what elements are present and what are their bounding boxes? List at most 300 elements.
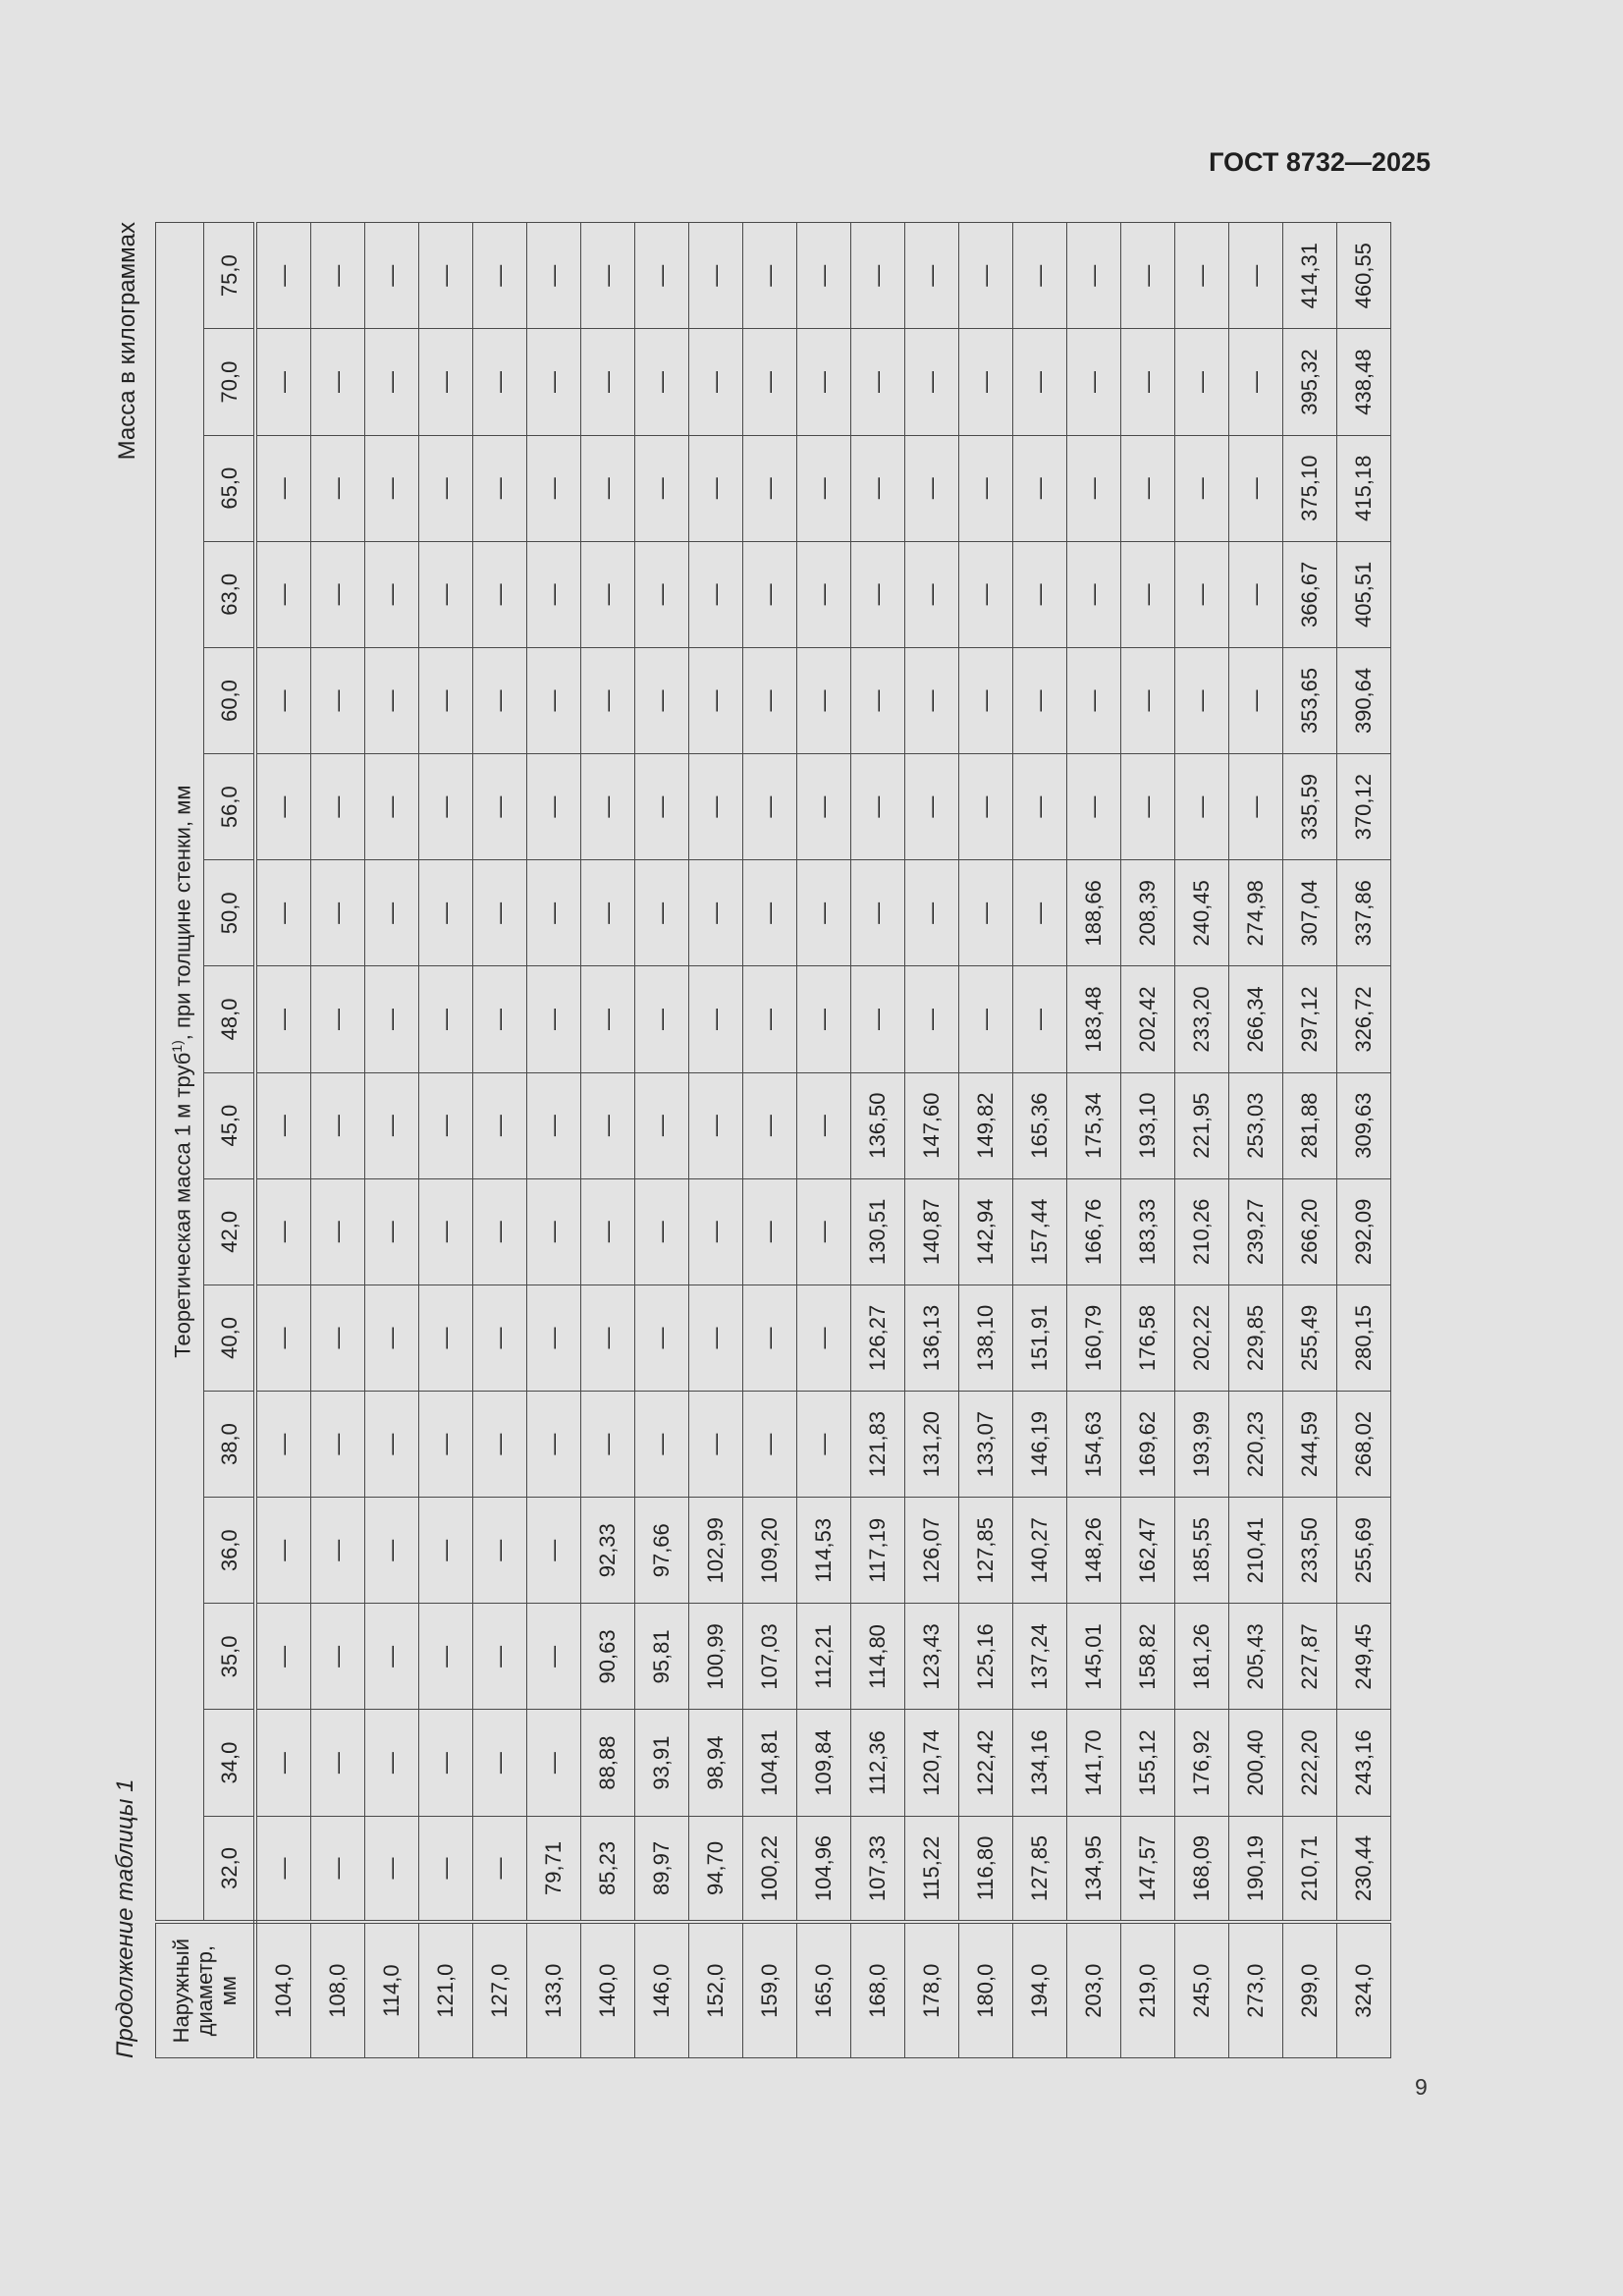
mass-cell: 326,72	[1337, 966, 1391, 1072]
mass-cell: 134,16	[1013, 1710, 1067, 1816]
footnote-ref: 1)	[168, 1040, 185, 1053]
empty-mass-cell: —	[473, 1498, 527, 1604]
mass-cell: 121,83	[851, 1392, 905, 1498]
units-note: Масса в килограммах	[114, 222, 140, 461]
empty-mass-cell: —	[743, 1392, 797, 1498]
empty-mass-cell: —	[797, 966, 851, 1072]
empty-mass-cell: —	[743, 541, 797, 647]
table-row	[1283, 223, 1337, 2058]
empty-mass-cell: —	[797, 329, 851, 435]
thickness-header: 35,0	[204, 1604, 256, 1710]
mass-cell: 151,91	[1013, 1285, 1067, 1391]
empty-mass-cell: —	[635, 647, 689, 753]
table-row	[1067, 223, 1121, 2058]
diameter-cell: 168,0	[851, 1922, 905, 2057]
empty-mass-cell: —	[743, 754, 797, 860]
empty-mass-cell: —	[905, 223, 959, 329]
empty-mass-cell: —	[311, 435, 365, 541]
empty-mass-cell: —	[311, 329, 365, 435]
empty-mass-cell: —	[419, 1710, 473, 1816]
empty-mass-cell: —	[959, 860, 1013, 966]
empty-mass-cell: —	[473, 1285, 527, 1391]
thickness-header: 45,0	[204, 1072, 256, 1178]
empty-mass-cell: —	[473, 1710, 527, 1816]
mass-cell: 160,79	[1067, 1285, 1121, 1391]
table-row	[1121, 223, 1175, 2058]
table-row	[905, 223, 959, 2058]
empty-mass-cell: —	[689, 860, 743, 966]
empty-mass-cell: —	[797, 1072, 851, 1178]
table-row	[311, 223, 365, 2058]
diameter-header-line: диаметр,	[191, 1944, 217, 2037]
empty-mass-cell: —	[1013, 860, 1067, 966]
empty-mass-cell: —	[743, 1285, 797, 1391]
mass-cell: 370,12	[1337, 754, 1391, 860]
empty-mass-cell: —	[743, 1072, 797, 1178]
empty-mass-cell: —	[581, 647, 635, 753]
mass-cell: 243,16	[1337, 1710, 1391, 1816]
diameter-header-line: Наружный	[168, 1938, 193, 2044]
empty-mass-cell: —	[527, 966, 581, 1072]
empty-mass-cell: —	[905, 860, 959, 966]
empty-mass-cell: —	[365, 1072, 419, 1178]
empty-mass-cell: —	[1013, 754, 1067, 860]
empty-mass-cell: —	[1013, 966, 1067, 1072]
empty-mass-cell: —	[635, 541, 689, 647]
empty-mass-cell: —	[255, 1498, 311, 1604]
diameter-cell: 127,0	[473, 1922, 527, 2057]
empty-mass-cell: —	[311, 860, 365, 966]
empty-mass-cell: —	[743, 329, 797, 435]
empty-mass-cell: —	[419, 1604, 473, 1710]
empty-mass-cell: —	[797, 223, 851, 329]
mass-cell: 229,85	[1229, 1285, 1283, 1391]
empty-mass-cell: —	[311, 1072, 365, 1178]
empty-mass-cell: —	[527, 860, 581, 966]
empty-mass-cell: —	[581, 1178, 635, 1285]
mass-cell: 233,20	[1175, 966, 1229, 1072]
empty-mass-cell: —	[635, 1285, 689, 1391]
empty-mass-cell: —	[1067, 754, 1121, 860]
empty-mass-cell: —	[1175, 647, 1229, 753]
empty-mass-cell: —	[255, 1072, 311, 1178]
mass-cell: 253,03	[1229, 1072, 1283, 1178]
mass-cell: 190,19	[1229, 1816, 1283, 1922]
empty-mass-cell: —	[255, 1178, 311, 1285]
diameter-cell: 165,0	[797, 1922, 851, 2057]
empty-mass-cell: —	[311, 966, 365, 1072]
empty-mass-cell: —	[365, 647, 419, 753]
mass-cell: 136,13	[905, 1285, 959, 1391]
mass-cell: 175,34	[1067, 1072, 1121, 1178]
empty-mass-cell: —	[419, 1285, 473, 1391]
mass-cell: 127,85	[1013, 1816, 1067, 1922]
mass-cell: 109,84	[797, 1710, 851, 1816]
empty-mass-cell: —	[1121, 647, 1175, 753]
mass-cell: 107,03	[743, 1604, 797, 1710]
diameter-cell: 273,0	[1229, 1922, 1283, 2057]
mass-cell: 120,74	[905, 1710, 959, 1816]
mass-cell: 133,07	[959, 1392, 1013, 1498]
diameter-cell: 108,0	[311, 1922, 365, 2057]
diameter-cell: 203,0	[1067, 1922, 1121, 2057]
empty-mass-cell: —	[419, 435, 473, 541]
mass-group-header	[156, 223, 204, 1923]
empty-mass-cell: —	[419, 329, 473, 435]
mass-cell: 95,81	[635, 1604, 689, 1710]
thickness-header: 38,0	[204, 1392, 256, 1498]
empty-mass-cell: —	[581, 1072, 635, 1178]
empty-mass-cell: —	[527, 1072, 581, 1178]
diameter-cell: 114,0	[365, 1922, 419, 2057]
thickness-header: 32,0	[204, 1816, 256, 1922]
empty-mass-cell: —	[365, 966, 419, 1072]
empty-mass-cell: —	[365, 435, 419, 541]
mass-cell: 127,85	[959, 1498, 1013, 1604]
empty-mass-cell: —	[1229, 329, 1283, 435]
table-row	[743, 223, 797, 2058]
empty-mass-cell: —	[689, 541, 743, 647]
empty-mass-cell: —	[473, 223, 527, 329]
diameter-header-line: мм	[215, 1976, 241, 2006]
empty-mass-cell: —	[851, 860, 905, 966]
empty-mass-cell: —	[473, 966, 527, 1072]
mass-cell: 210,26	[1175, 1178, 1229, 1285]
mass-cell: 274,98	[1229, 860, 1283, 966]
table-row	[689, 223, 743, 2058]
empty-mass-cell: —	[635, 1178, 689, 1285]
empty-mass-cell: —	[255, 1392, 311, 1498]
empty-mass-cell: —	[473, 1392, 527, 1498]
diameter-cell: 121,0	[419, 1922, 473, 2057]
empty-mass-cell: —	[635, 435, 689, 541]
empty-mass-cell: —	[1121, 329, 1175, 435]
empty-mass-cell: —	[743, 1178, 797, 1285]
mass-cell: 104,96	[797, 1816, 851, 1922]
mass-cell: 154,63	[1067, 1392, 1121, 1498]
empty-mass-cell: —	[365, 860, 419, 966]
empty-mass-cell: —	[959, 223, 1013, 329]
empty-mass-cell: —	[365, 1285, 419, 1391]
empty-mass-cell: —	[851, 966, 905, 1072]
thickness-header: 75,0	[204, 223, 256, 329]
diameter-cell: 133,0	[527, 1922, 581, 2057]
empty-mass-cell: —	[1175, 435, 1229, 541]
mass-cell: 390,64	[1337, 647, 1391, 753]
mass-cell: 249,45	[1337, 1604, 1391, 1710]
mass-cell: 375,10	[1283, 435, 1337, 541]
empty-mass-cell: —	[959, 754, 1013, 860]
empty-mass-cell: —	[527, 1285, 581, 1391]
mass-cell: 230,44	[1337, 1816, 1391, 1922]
mass-cell: 148,26	[1067, 1498, 1121, 1604]
empty-mass-cell: —	[1121, 754, 1175, 860]
mass-cell: 438,48	[1337, 329, 1391, 435]
empty-mass-cell: —	[581, 754, 635, 860]
mass-cell: 337,86	[1337, 860, 1391, 966]
empty-mass-cell: —	[797, 1178, 851, 1285]
mass-cell: 165,36	[1013, 1072, 1067, 1178]
mass-cell: 268,02	[1337, 1392, 1391, 1498]
mass-cell: 208,39	[1121, 860, 1175, 966]
empty-mass-cell: —	[743, 223, 797, 329]
empty-mass-cell: —	[959, 966, 1013, 1072]
empty-mass-cell: —	[851, 541, 905, 647]
empty-mass-cell: —	[581, 223, 635, 329]
empty-mass-cell: —	[473, 1604, 527, 1710]
mass-cell: 222,20	[1283, 1710, 1337, 1816]
empty-mass-cell: —	[1229, 435, 1283, 541]
mass-cell: 79,71	[527, 1816, 581, 1922]
empty-mass-cell: —	[635, 223, 689, 329]
mass-cell: 183,33	[1121, 1178, 1175, 1285]
mass-cell: 255,69	[1337, 1498, 1391, 1604]
mass-cell: 166,76	[1067, 1178, 1121, 1285]
mass-cell: 266,20	[1283, 1178, 1337, 1285]
table-row	[1013, 223, 1067, 2058]
empty-mass-cell: —	[581, 541, 635, 647]
empty-mass-cell: —	[255, 223, 311, 329]
empty-mass-cell: —	[255, 1285, 311, 1391]
thickness-header: 70,0	[204, 329, 256, 435]
empty-mass-cell: —	[581, 1285, 635, 1391]
mass-cell: 104,81	[743, 1710, 797, 1816]
mass-cell: 90,63	[581, 1604, 635, 1710]
empty-mass-cell: —	[635, 1392, 689, 1498]
mass-cell: 117,19	[851, 1498, 905, 1604]
diameter-cell: 159,0	[743, 1922, 797, 2057]
empty-mass-cell: —	[255, 329, 311, 435]
table-row	[581, 223, 635, 2058]
diameter-cell: 219,0	[1121, 1922, 1175, 2057]
empty-mass-cell: —	[419, 1178, 473, 1285]
mass-cell: 114,80	[851, 1604, 905, 1710]
empty-mass-cell: —	[419, 1498, 473, 1604]
empty-mass-cell: —	[635, 329, 689, 435]
mass-cell: 405,51	[1337, 541, 1391, 647]
empty-mass-cell: —	[743, 860, 797, 966]
empty-mass-cell: —	[1229, 223, 1283, 329]
mass-cell: 169,62	[1121, 1392, 1175, 1498]
empty-mass-cell: —	[689, 1392, 743, 1498]
empty-mass-cell: —	[1229, 754, 1283, 860]
empty-mass-cell: —	[473, 860, 527, 966]
group-header-text-end: , при толщине стенки, мм	[170, 785, 195, 1041]
empty-mass-cell: —	[1175, 329, 1229, 435]
empty-mass-cell: —	[689, 966, 743, 1072]
empty-mass-cell: —	[851, 223, 905, 329]
empty-mass-cell: —	[365, 1816, 419, 1922]
mass-cell: 335,59	[1283, 754, 1337, 860]
mass-cell: 233,50	[1283, 1498, 1337, 1604]
mass-cell: 88,88	[581, 1710, 635, 1816]
table-row	[419, 223, 473, 2058]
empty-mass-cell: —	[689, 647, 743, 753]
diameter-cell: 178,0	[905, 1922, 959, 2057]
mass-cell: 140,27	[1013, 1498, 1067, 1604]
empty-mass-cell: —	[851, 329, 905, 435]
diameter-cell: 324,0	[1337, 1922, 1391, 2057]
empty-mass-cell: —	[1175, 754, 1229, 860]
empty-mass-cell: —	[1013, 329, 1067, 435]
mass-cell: 116,80	[959, 1816, 1013, 1922]
empty-mass-cell: —	[1067, 223, 1121, 329]
mass-cell: 292,09	[1337, 1178, 1391, 1285]
table-row	[851, 223, 905, 2058]
empty-mass-cell: —	[581, 966, 635, 1072]
empty-mass-cell: —	[311, 647, 365, 753]
mass-cell: 266,34	[1229, 966, 1283, 1072]
mass-cell: 100,22	[743, 1816, 797, 1922]
mass-cell: 122,42	[959, 1710, 1013, 1816]
thickness-header: 63,0	[204, 541, 256, 647]
mass-cell: 221,95	[1175, 1072, 1229, 1178]
table-row	[1175, 223, 1229, 2058]
empty-mass-cell: —	[1229, 647, 1283, 753]
mass-cell: 168,09	[1175, 1816, 1229, 1922]
diameter-cell: 299,0	[1283, 1922, 1337, 2057]
diameter-cell: 146,0	[635, 1922, 689, 2057]
thickness-header: 34,0	[204, 1710, 256, 1816]
empty-mass-cell: —	[473, 1072, 527, 1178]
empty-mass-cell: —	[1013, 435, 1067, 541]
empty-mass-cell: —	[959, 647, 1013, 753]
empty-mass-cell: —	[365, 223, 419, 329]
thickness-header: 56,0	[204, 754, 256, 860]
empty-mass-cell: —	[689, 1072, 743, 1178]
empty-mass-cell: —	[255, 1604, 311, 1710]
thickness-header: 42,0	[204, 1178, 256, 1285]
mass-cell: 200,40	[1229, 1710, 1283, 1816]
empty-mass-cell: —	[905, 966, 959, 1072]
mass-cell: 94,70	[689, 1816, 743, 1922]
table-row	[365, 223, 419, 2058]
mass-cell: 193,10	[1121, 1072, 1175, 1178]
empty-mass-cell: —	[1229, 541, 1283, 647]
empty-mass-cell: —	[905, 754, 959, 860]
rotated-table-frame	[104, 222, 1380, 2058]
empty-mass-cell: —	[635, 1072, 689, 1178]
mass-cell: 158,82	[1121, 1604, 1175, 1710]
diameter-cell: 245,0	[1175, 1922, 1229, 2057]
empty-mass-cell: —	[255, 966, 311, 1072]
mass-cell: 460,55	[1337, 223, 1391, 329]
empty-mass-cell: —	[743, 647, 797, 753]
empty-mass-cell: —	[473, 329, 527, 435]
mass-cell: 115,22	[905, 1816, 959, 1922]
empty-mass-cell: —	[527, 647, 581, 753]
empty-mass-cell: —	[581, 860, 635, 966]
mass-cell: 141,70	[1067, 1710, 1121, 1816]
mass-cell: 239,27	[1229, 1178, 1283, 1285]
mass-cell: 112,21	[797, 1604, 851, 1710]
empty-mass-cell: —	[635, 966, 689, 1072]
mass-cell: 130,51	[851, 1178, 905, 1285]
table-row	[959, 223, 1013, 2058]
empty-mass-cell: —	[311, 754, 365, 860]
empty-mass-cell: —	[527, 329, 581, 435]
empty-mass-cell: —	[255, 647, 311, 753]
empty-mass-cell: —	[311, 1178, 365, 1285]
empty-mass-cell: —	[797, 1392, 851, 1498]
empty-mass-cell: —	[527, 1710, 581, 1816]
mass-cell: 202,22	[1175, 1285, 1229, 1391]
mass-cell: 92,33	[581, 1498, 635, 1604]
empty-mass-cell: —	[311, 1604, 365, 1710]
empty-mass-cell: —	[473, 754, 527, 860]
table-row	[635, 223, 689, 2058]
empty-mass-cell: —	[255, 541, 311, 647]
empty-mass-cell: —	[689, 435, 743, 541]
mass-cell: 131,20	[905, 1392, 959, 1498]
empty-mass-cell: —	[905, 647, 959, 753]
mass-cell: 107,33	[851, 1816, 905, 1922]
empty-mass-cell: —	[419, 1816, 473, 1922]
empty-mass-cell: —	[527, 223, 581, 329]
thickness-header: 50,0	[204, 860, 256, 966]
diameter-cell: 152,0	[689, 1922, 743, 2057]
empty-mass-cell: —	[365, 1498, 419, 1604]
empty-mass-cell: —	[365, 329, 419, 435]
mass-cell: 149,82	[959, 1072, 1013, 1178]
empty-mass-cell: —	[743, 435, 797, 541]
empty-mass-cell: —	[527, 1604, 581, 1710]
mass-cell: 395,32	[1283, 329, 1337, 435]
empty-mass-cell: —	[851, 647, 905, 753]
empty-mass-cell: —	[1121, 541, 1175, 647]
mass-cell: 140,87	[905, 1178, 959, 1285]
mass-cell: 183,48	[1067, 966, 1121, 1072]
mass-cell: 353,65	[1283, 647, 1337, 753]
mass-cell: 176,58	[1121, 1285, 1175, 1391]
mass-cell: 202,42	[1121, 966, 1175, 1072]
mass-cell: 137,24	[1013, 1604, 1067, 1710]
empty-mass-cell: —	[419, 541, 473, 647]
empty-mass-cell: —	[473, 541, 527, 647]
diameter-cell: 104,0	[255, 1922, 311, 2057]
mass-cell: 210,41	[1229, 1498, 1283, 1604]
mass-cell: 102,99	[689, 1498, 743, 1604]
empty-mass-cell: —	[311, 1816, 365, 1922]
empty-mass-cell: —	[365, 541, 419, 647]
mass-cell: 123,43	[905, 1604, 959, 1710]
mass-cell: 136,50	[851, 1072, 905, 1178]
empty-mass-cell: —	[1013, 647, 1067, 753]
empty-mass-cell: —	[1067, 329, 1121, 435]
empty-mass-cell: —	[851, 435, 905, 541]
table-row	[797, 223, 851, 2058]
mass-cell: 280,15	[1337, 1285, 1391, 1391]
mass-cell: 366,67	[1283, 541, 1337, 647]
table-row	[1337, 223, 1391, 2058]
mass-cell: 147,57	[1121, 1816, 1175, 1922]
empty-mass-cell: —	[419, 754, 473, 860]
mass-cell: 142,94	[959, 1178, 1013, 1285]
empty-mass-cell: —	[797, 435, 851, 541]
thickness-header: 60,0	[204, 647, 256, 753]
standard-header: ГОСТ 8732—2025	[1209, 147, 1431, 177]
mass-cell: 309,63	[1337, 1072, 1391, 1178]
diameter-header	[156, 1922, 256, 2057]
empty-mass-cell: —	[1175, 223, 1229, 329]
empty-mass-cell: —	[1121, 223, 1175, 329]
mass-cell: 185,55	[1175, 1498, 1229, 1604]
mass-cell: 134,95	[1067, 1816, 1121, 1922]
empty-mass-cell: —	[255, 754, 311, 860]
mass-cell: 181,26	[1175, 1604, 1229, 1710]
empty-mass-cell: —	[473, 435, 527, 541]
empty-mass-cell: —	[797, 754, 851, 860]
